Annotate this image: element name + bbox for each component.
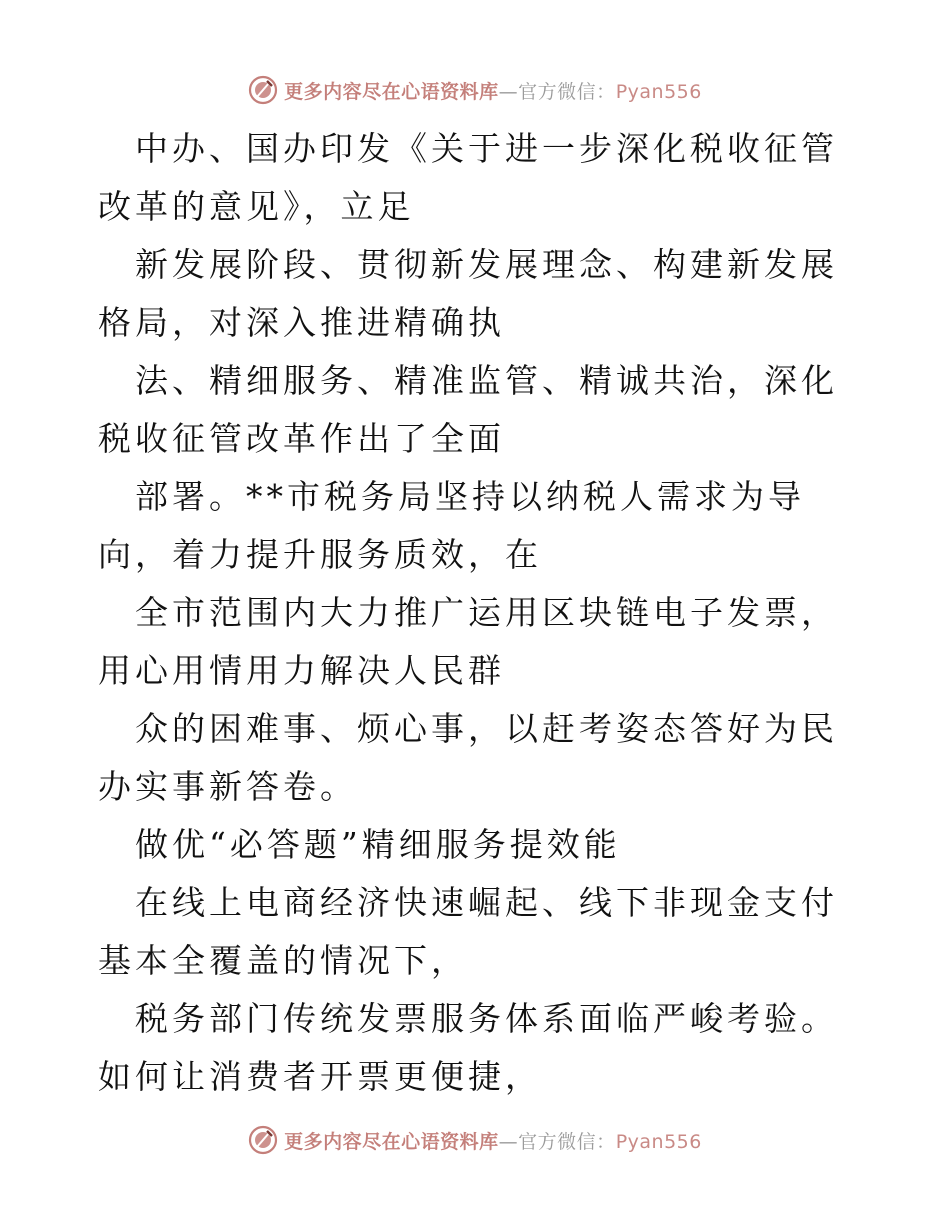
watermark-dash: — — [498, 1130, 519, 1153]
paragraph-7: 在线上电商经济快速崛起、线下非现金支付基本全覆盖的情况下， — [98, 883, 838, 980]
paragraph-3: 法、精细服务、精准监管、精诚共治，深化税收征管改革作出了全面 — [98, 361, 838, 458]
watermark-wechat-label: 官方微信： — [518, 1130, 616, 1153]
paragraph-2: 新发展阶段、贯彻新发展理念、构建新发展格局，对深入推进精确执 — [98, 245, 838, 342]
paragraph-4: 部署。**市税务局坚持以纳税人需求为导向，着力提升服务质效，在 — [98, 477, 805, 574]
paragraph-1: 中办、国办印发《关于进一步深化税收征管改革的意见》，立足 — [98, 129, 838, 226]
watermark-wechat-label: 官方微信： — [518, 80, 616, 103]
watermark-site-name: 更多内容尽在心语资料库 — [284, 1130, 499, 1153]
footer-watermark — [0, 1122, 950, 1158]
logo-seal-icon — [248, 1125, 278, 1155]
watermark-text — [284, 77, 702, 104]
watermark-wechat-id: Pyan556 — [615, 80, 702, 103]
paragraph-6: 众的困难事、烦心事，以赶考姿态答好为民办实事新答卷。 — [98, 709, 838, 806]
watermark-dash: — — [498, 80, 519, 103]
paragraph-8: 税务部门传统发票服务体系面临严峻考验。如何让消费者开票更便捷， — [98, 999, 838, 1096]
logo-seal-icon — [248, 75, 278, 105]
watermark-text — [284, 1127, 702, 1154]
document-body — [98, 120, 858, 1106]
paragraph-5: 全市范围内大力推广运用区块链电子发票，用心用情用力解决人民群 — [98, 593, 838, 690]
watermark-wechat-id: Pyan556 — [615, 1130, 702, 1153]
header-watermark — [0, 72, 950, 108]
section-heading: 做优“必答题”精细服务提效能 — [135, 825, 621, 864]
watermark-site-name: 更多内容尽在心语资料库 — [284, 80, 499, 103]
